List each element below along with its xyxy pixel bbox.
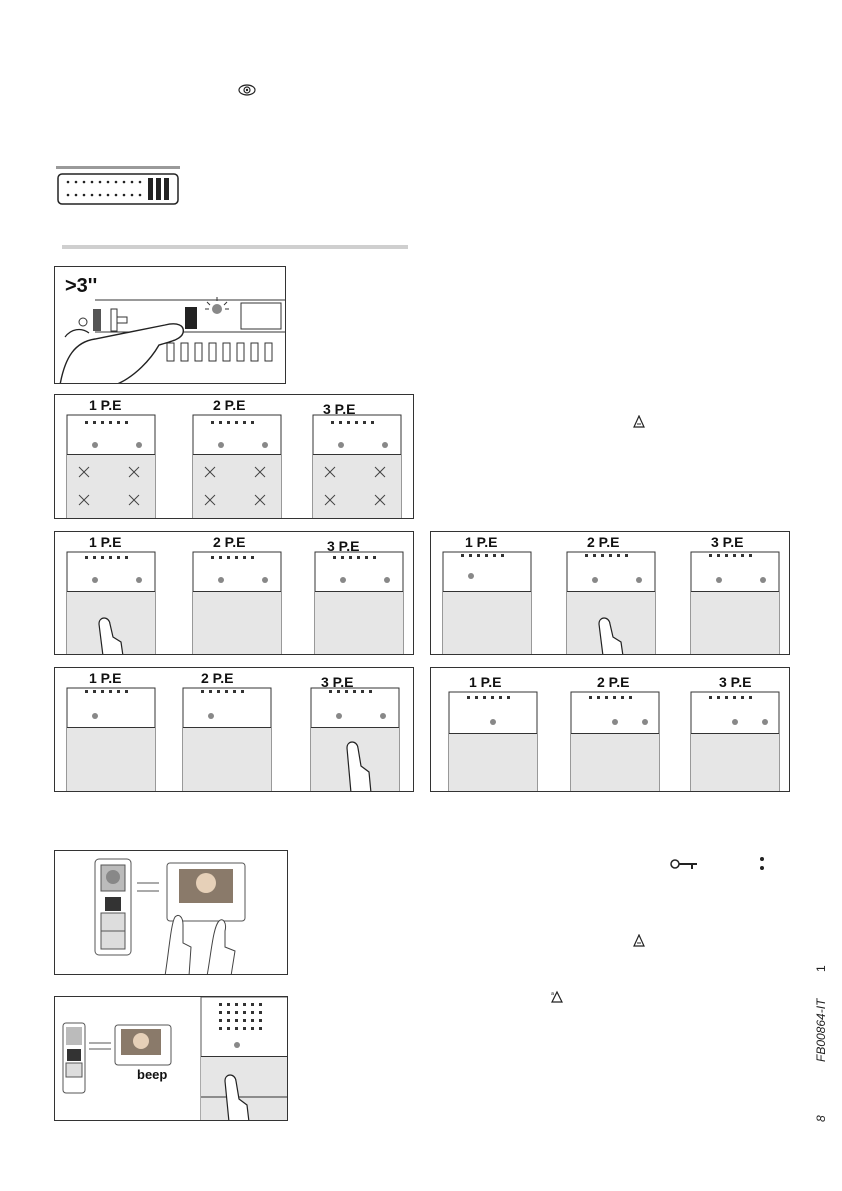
panel-figure-row3-right (430, 667, 790, 792)
press-duration-label: >3'' (65, 275, 98, 297)
panel-label-2: 2 P.E (213, 397, 246, 413)
key-icon (670, 858, 698, 870)
panel-label-3: 3 P.E (719, 674, 752, 690)
panel-label-1: 1 P.E (89, 534, 122, 550)
bell-icon (632, 934, 646, 948)
panel-label-2: 2 P.E (201, 670, 234, 686)
menu-dots-icon (759, 856, 765, 872)
beep-label: beep (137, 1067, 168, 1082)
panel-label-2: 2 P.E (587, 534, 620, 550)
panel-label-1: 1 P.E (469, 674, 502, 690)
svg-text:a: a (551, 991, 555, 997)
small-bell-icon (550, 990, 564, 1004)
beep-figure (54, 996, 288, 1121)
revision-number: 1 (814, 965, 828, 972)
panel-label-2: 2 P.E (597, 674, 630, 690)
panel-label-3: 3 P.E (323, 401, 356, 417)
panel-figure-row3-left (54, 667, 414, 792)
connector-strip-illustration (56, 166, 182, 206)
document-code: FB00864-IT (814, 998, 828, 1062)
section-divider (62, 245, 408, 249)
video-call-figure (54, 850, 288, 975)
panel-label-3: 3 P.E (321, 674, 354, 690)
panel-label-3: 3 P.E (711, 534, 744, 550)
panel-label-1: 1 P.E (465, 534, 498, 550)
panel-figure-row1 (54, 394, 414, 519)
eye-icon (238, 83, 256, 97)
panel-label-1: 1 P.E (89, 397, 122, 413)
panel-figure-row2-right (430, 531, 790, 655)
panel-label-2: 2 P.E (213, 534, 246, 550)
page-number: 8 (814, 1115, 828, 1122)
panel-label-1: 1 P.E (89, 670, 122, 686)
bell-icon (632, 415, 646, 429)
panel-figure-row2-left (54, 531, 414, 655)
panel-label-3: 3 P.E (327, 538, 360, 554)
press-button-figure (54, 266, 286, 384)
